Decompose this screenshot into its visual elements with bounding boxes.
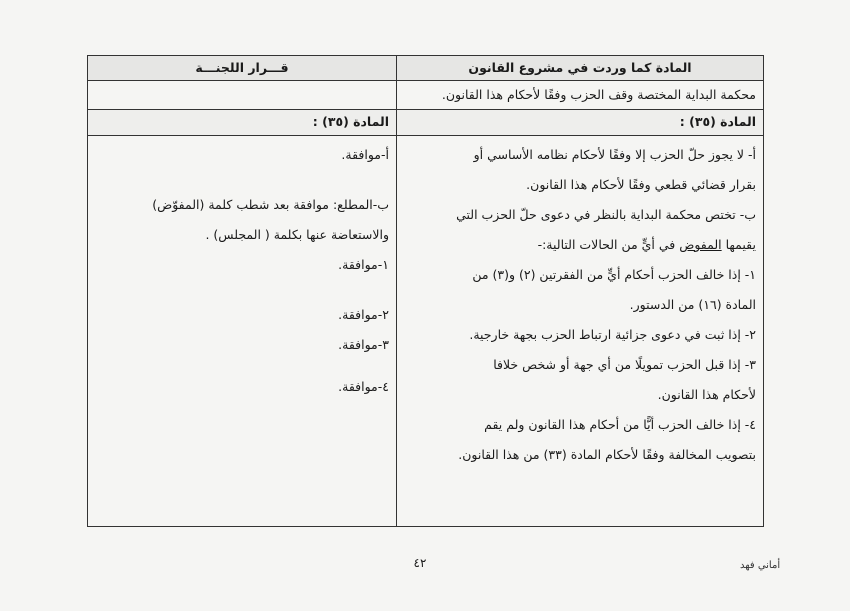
list-item: ٣- إذا قبل الحزب تمويلًا من أي جهة أو شخص خلافا	[493, 357, 756, 372]
table-row	[88, 81, 764, 110]
page-number: ٤٢	[413, 556, 427, 570]
decision-b-line2: والاستعاضة عنها بكلمة ( المجلس) .	[205, 227, 389, 242]
underlined-word: المفوض	[679, 237, 722, 252]
bill-article-text	[397, 136, 764, 527]
list-item: ٢- إذا ثبت في دعوى جزائية ارتباط الحزب بجهة خارجية.	[469, 327, 756, 342]
decision-1: ١-موافقة.	[338, 257, 389, 272]
list-item: بقرار قضائي قطعي وفقًا لأحكام هذا القانون.	[526, 177, 756, 192]
decision-b-line1: ب-المطلع: موافقة بعد شطب كلمة (المفوّض)	[152, 197, 389, 212]
list-item: المادة (١٦) من الدستور.	[629, 297, 756, 312]
list-item-underlined: يقيمها المفوض في أيٍّ من الحالات التالية:-	[537, 237, 756, 252]
list-item: ٤- إذا خالف الحزب أيًّا من أحكام هذا القانون ولم يقم	[484, 417, 756, 432]
list-item: أ- لا يجوز حلّ الحزب إلا وفقًا لأحكام نظامه الأساسي أو	[473, 147, 756, 162]
decision-4: ٤-موافقة.	[338, 379, 389, 394]
list-item: ب- تختص محكمة البداية بالنظر في دعوى حلّ الحزب التي	[456, 207, 756, 222]
decision-a: أ-موافقة.	[341, 147, 389, 162]
decision-3: ٣-موافقة.	[338, 337, 389, 352]
decision-2: ٢-موافقة.	[338, 307, 389, 322]
list-item: لأحكام هذا القانون.	[657, 387, 756, 402]
empty-cell	[88, 81, 397, 110]
table-row	[88, 136, 764, 527]
continued-text: محكمة البداية المختصة وقف الحزب وفقًا لأحكام هذا القانون.	[397, 81, 764, 110]
article-heading-right: المادة (٣٥) :	[397, 110, 764, 136]
article-heading-left: المادة (٣٥) :	[88, 110, 397, 136]
list-item: بتصويب المخالفة وفقًا لأحكام المادة (٣٣) من هذا القانون.	[458, 447, 756, 462]
table-header-row	[88, 56, 764, 81]
signature: أماني فهد	[740, 560, 781, 571]
law-comparison-table	[87, 55, 764, 527]
committee-decision-text	[88, 136, 397, 527]
header-committee-decision: قـــرار اللجنـــة	[88, 56, 397, 81]
header-bill-article: المادة كما وردت في مشروع القانون	[397, 56, 764, 81]
list-item: ١- إذا خالف الحزب أحكام أيٍّ من الفقرتين (٢) و(٣) من	[472, 267, 756, 282]
article-heading-row	[88, 110, 764, 136]
